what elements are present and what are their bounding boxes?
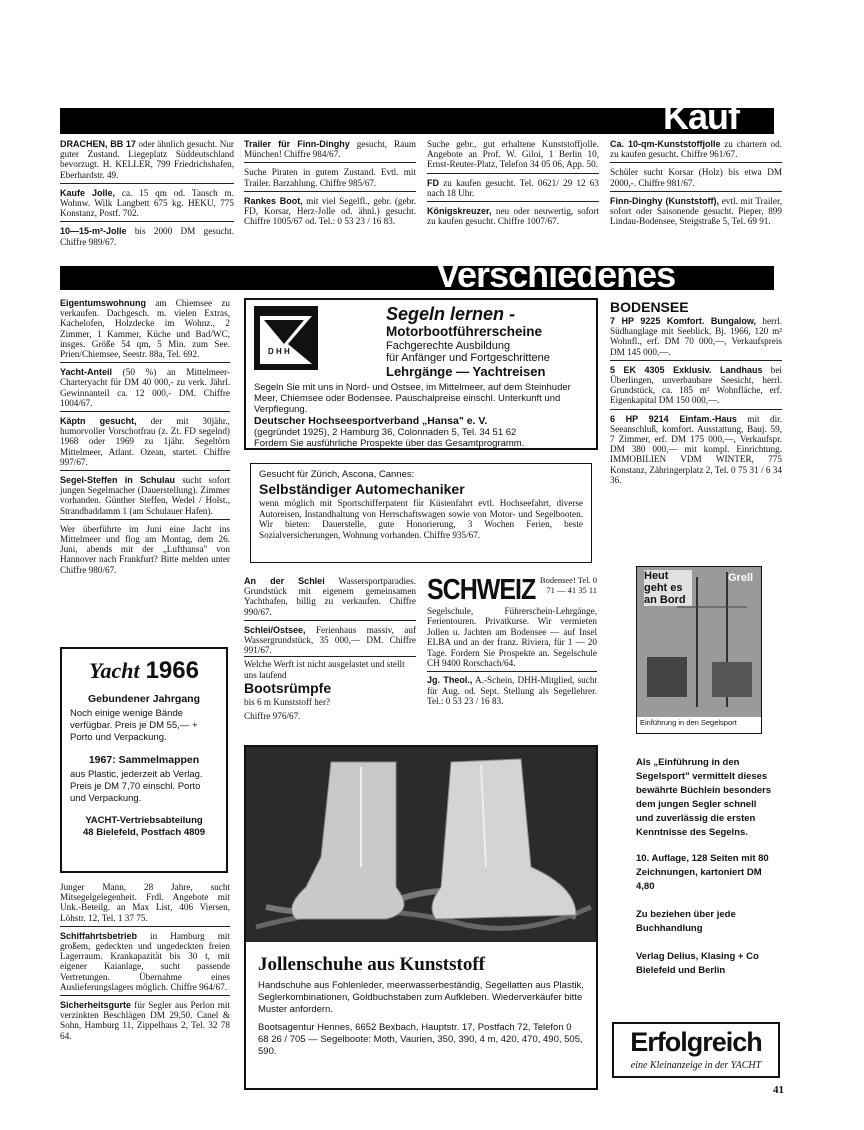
hansa-addr: (gegründet 1925), 2 Hamburg 36, Colonnaden 5, Tel. 34 51 62 bbox=[254, 427, 517, 438]
classified-ad bbox=[60, 931, 230, 996]
ad-text: oder ähnlich gesucht. Nur guter Zustand. Liegeplatz Süddeutschland bevorzugt. H. KELLER, 799 Friedrichshafen, Eberhardstr. 49. bbox=[60, 139, 234, 180]
classified-ad bbox=[60, 139, 234, 184]
classified-ad bbox=[610, 414, 782, 488]
shoes-title: Jollenschuhe aus Kunststoff bbox=[258, 954, 485, 975]
verschiedenes-left-col-lower bbox=[60, 882, 230, 1048]
classified-ad bbox=[244, 167, 416, 191]
verschiedenes-banner-title: Verschiedenes bbox=[436, 254, 676, 295]
ad-text: (50 %) an Mittelmeer-Charteryacht für DM 40 000,- zu verk. Jährl. Gewinnanteil ca. 12 000,- DM. Chiffre 1004/67. bbox=[60, 367, 230, 408]
hansa-line2: für Anfänger und Fortgeschrittene bbox=[386, 352, 550, 364]
ad-keyword: Ca. 10-qm-Kunststoffjolle bbox=[610, 139, 721, 149]
hansa-title: Segeln lernen - bbox=[386, 304, 516, 324]
yacht-jahrgang-box bbox=[60, 647, 228, 873]
classified-ad bbox=[244, 139, 416, 163]
ad-text: zu kaufen gesucht. Tel. 0621/ 29 12 63 nach 18 Uhr. bbox=[427, 177, 599, 198]
werft-pre: Welche Werft ist nicht ausgelastet und stellt uns laufend bbox=[244, 659, 405, 680]
hansa-line1: Fachgerechte Ausbildung bbox=[386, 340, 511, 352]
mech-title: Selbständiger Automechaniker bbox=[259, 481, 465, 497]
ad-text: neu oder neuwertig, sofort zu kaufen gesucht. Chiffre 1007/67. bbox=[427, 206, 599, 227]
verschiedenes-left-col bbox=[60, 298, 230, 582]
hansa-org: Deutscher Hochseesportverband „Hansa" e. V. bbox=[254, 415, 488, 427]
hansa-tail: Fordern Sie ausführliche Prospekte über das Gesamtprogramm. bbox=[254, 438, 525, 449]
yacht-h2: 1967: Sammelmappen bbox=[88, 754, 200, 766]
yacht-year: 1966 bbox=[145, 657, 199, 684]
erfolgreich-sub: eine Kleinanzeige in der YACHT bbox=[630, 1060, 762, 1071]
shoes-body: Handschuhe aus Fohlenleder, meerwasserbeständig, Segellatten aus Plastik, Seglerkombinationen, Goldbuchstaben zum Aufkleben. Wiederverkäufer bitte Muster anfordern. bbox=[258, 980, 584, 1015]
classified-ad bbox=[610, 196, 782, 230]
jg-theol-key: Jg. Theol., bbox=[427, 675, 473, 686]
classified-ad bbox=[60, 524, 230, 578]
classified-ad bbox=[610, 167, 782, 191]
ad-keyword: 10—15-m²-Jolle bbox=[60, 226, 127, 237]
ad-text: ca. 15 qm od. Tausch m. Wohnw. Wilk Langbett 675 kg. HEKU, 775 Konstanz, Postf. 702. bbox=[60, 187, 235, 219]
classified-ad bbox=[610, 139, 782, 163]
ad-keyword: Schlei/Ostsee, bbox=[244, 624, 306, 635]
werft-ad bbox=[244, 656, 416, 721]
jg-theol-text: A.-Schein, DHH-Mitglied, sucht für Aug. od. Sept. Stellung als Segellehrer. Tel.: 0 53 23 / 16 83. bbox=[427, 675, 597, 707]
bodensee-title: BODENSEE bbox=[610, 299, 689, 315]
ad-keyword: FD bbox=[427, 177, 439, 188]
classified-ad bbox=[610, 316, 782, 361]
jg-theol-ad bbox=[427, 675, 597, 706]
yacht-h1: Gebundener Jahrgang bbox=[87, 693, 201, 705]
book-ad bbox=[610, 560, 782, 1020]
classified-ad bbox=[60, 882, 230, 927]
yacht-p2: aus Plastic, jederzeit ab Verlag. Preis je DM 7,70 einschl. Porto und Verpackung. bbox=[70, 769, 203, 804]
ad-keyword: 5 EK 4305 Exklusiv. Landhaus bbox=[610, 364, 763, 375]
ad-text: Wassersportparadies. Grundstück mit eigenem gemeinsamen Yachthafen, billig zu verkaufen. Chiffre 990/67. bbox=[244, 576, 417, 617]
ad-text: am Chiemsee zu verkaufen. Dachgesch. m. vielen Extras, Kachelofen, Holzdecke im Wohnz., 2 Zimmer, 1 Kammer, Küche und Bad/WC, insges. Größe 54 qm, 5 Min. zum See. Prien/Chiemsee, Seestr. 88a, Tel. 692. bbox=[60, 298, 230, 360]
ad-text: Ferienhaus massiv, auf Wassergrundstück, 35 000,— DM. Chiffre 991/67. bbox=[244, 624, 416, 656]
ad-keyword: DRACHEN, BB 17 bbox=[60, 139, 136, 149]
kauf-banner-title: Kauf bbox=[663, 96, 739, 137]
schweiz-ad bbox=[427, 573, 597, 707]
erfolgreich-title: Erfolgreich bbox=[630, 1027, 762, 1057]
book-p3: Zu beziehen über jede Buchhandlung bbox=[636, 909, 736, 934]
classified-ad bbox=[60, 298, 230, 363]
ad-text: mit dir. Seeanschluß, komfort. Ausstattung, Bauj. 59, 7 Zimmer, erf. DM 175 000,—, Verkaufspr. DM 380 000,— mit kompl. Einrichtung. IMMOBILIEN VDM WINTER, 775 Konstanz, Zähringerplatz 2, Tel. 0 75 31 / 6 34 36. bbox=[610, 413, 782, 485]
jollenschuhe-box bbox=[244, 745, 598, 1090]
book-caption: Einführung in den Segelsport bbox=[640, 718, 737, 727]
hansa-subtitle: Motorbootführerscheine bbox=[386, 324, 543, 339]
bodensee-ad bbox=[610, 298, 782, 492]
book-publisher-mark: Grell bbox=[728, 572, 754, 584]
ad-text: Schüler sucht Korsar (Holz) bis etwa DM 2000,-. Chiffre 981/67. bbox=[610, 167, 782, 188]
ad-keyword: 7 HP 9225 Komfort. Bungalow, bbox=[610, 316, 757, 326]
classified-ad bbox=[60, 367, 230, 412]
kauf-col-3 bbox=[427, 139, 599, 233]
verschiedenes-mid-col bbox=[244, 576, 416, 662]
classified-ad bbox=[244, 576, 416, 621]
kauf-col-4 bbox=[610, 139, 782, 233]
ad-text: bis 2000 DM gesucht. Chiffre 989/67. bbox=[60, 226, 234, 247]
ad-keyword: Sicherheitsgurte bbox=[60, 1000, 132, 1011]
kauf-col-1 bbox=[60, 139, 234, 254]
ad-text: Suche Piraten in gutem Zustand. Evtl. mit Trailer. Barzahlung. Chiffre 985/67. bbox=[244, 167, 416, 188]
werft-chiffre: Chiffre 976/67. bbox=[244, 710, 301, 721]
ad-text: evtl. mit Trailer, sofort oder Saisonende gesucht. Pieper, 899 Lindau-Bodensee, Steigstraße 5, Tel. 69 91. bbox=[610, 195, 782, 227]
classified-ad bbox=[244, 196, 416, 230]
ad-text: für Segler aus Perlon mit verzinkten Beschlägen DM 29,50. Canel & Sohn, Hamburg 11, Zippelhaus 2, Tel. 32 78 64. bbox=[60, 1000, 230, 1041]
ad-keyword: 6 HP 9214 Einfam.-Haus bbox=[610, 413, 737, 424]
shoes-addr: Bootsagentur Hennes, 6652 Bexbach, Hauptstr. 17, Postfach 72, Telefon 0 68 26 / 705 — Segelboote: Moth, Vaurien, 350, 390, 4 m, 420, 470, 490, 505, 590. bbox=[258, 1022, 583, 1057]
yacht-logo: Yacht bbox=[89, 658, 140, 683]
hansa-line3: Lehrgänge — Yachtreisen bbox=[386, 364, 546, 379]
ad-keyword: Schiffahrtsbetrieb bbox=[60, 930, 138, 941]
ad-text: Wer überführte im Juni eine Jacht ins Mittelmeer und flog am Montag, dem 26. Juni, abends mit der „Lufthansa" von Hannover nach Frankfurt? Bitte melden unter Chiffre 980/67. bbox=[60, 523, 230, 575]
ad-keyword: Segel-Steffen in Schulau bbox=[60, 475, 176, 486]
classified-ad bbox=[60, 226, 234, 249]
mech-body: wenn möglich mit Sportschifferpatent für Küstenfahrt evtl. Hochseefahrt, diverse Autoreisen, Instandhaltung von Herrschaftswagen sowie von Motor- und Segelbooten. Wir bieten: Dauerstelle, gute Honorierung, 3 Wochen Ferien, beste Sozialversicherungen, Wohnung vorhanden. Chiffre 935/67. bbox=[259, 498, 583, 540]
hansa-body: Segeln Sie mit uns in Nord- und Ostsee, im Mittelmeer, auf dem Steinhuder Meer, Chiemsee oder Bodensee. Pauschalpreise einschl. Unterkunft und Verpflegung. bbox=[254, 382, 571, 415]
schweiz-body: Segelschule, Führerschein-Lehrgänge, Ferientouren. Privatkurse. Wir vermieten Jollen u. Jachten am Bodensee — auf Insel ELBA und an der franz. Riviera, für 1 — 20 Tage. Fordern Sie Prospekte an. Segelschule CH 9400 Rorschach/64. bbox=[427, 606, 597, 672]
ad-text: der mit 30jähr., humorvoller Vorschotfrau (z. Zt. FD segelnd) 1968 oder 1969 zu 1jähr. Segeltörn Mittelmeer, Atlant. Ozean, startet. Chiffre 997/67. bbox=[60, 416, 230, 467]
classified-ad bbox=[610, 365, 782, 410]
mech-pre: Gesucht für Zürich, Ascona, Cannes: bbox=[259, 469, 415, 480]
ad-text: Suche gebr., gut erhaltene Kunststoffjolle. Angebote an Prof. W. Giloi, 1 Berlin 10, Ernst-Reuter-Platz, Telefon 34 05 06, App. 50. bbox=[427, 139, 599, 170]
kauf-col-2 bbox=[244, 139, 416, 233]
ad-keyword: Käptn gesucht, bbox=[60, 416, 137, 427]
ad-keyword: Kaufe Jolle, bbox=[60, 187, 116, 198]
ad-keyword: An der Schlei bbox=[244, 576, 325, 586]
book-cover-title: Heut geht es an Bord bbox=[644, 570, 692, 606]
ad-keyword: Trailer für Finn-Dinghy bbox=[244, 139, 350, 149]
dhh-letters: D H H bbox=[268, 347, 290, 356]
ad-text: sucht sofort jungen Segelmacher (Dauerstellung). Zimmer vorhanden. Günther Steffen, Wedel / Holst., Strandbaddamm 1 (am Schulauer Hafen). bbox=[60, 475, 230, 516]
ad-text: Junger Mann, 28 Jahre, sucht Mitsegelgelegenheit. Frdl. Angebote mit Unk.-Beteilg. an Max List, 406 Viersen, Löhstr. 12, Tel. 1 37 75. bbox=[60, 882, 230, 923]
classified-ad bbox=[60, 1000, 230, 1044]
boots-photo bbox=[246, 747, 596, 942]
classified-ad bbox=[60, 475, 230, 520]
automechaniker-box bbox=[250, 463, 592, 563]
erfolgreich-box bbox=[612, 1022, 780, 1078]
classified-ad bbox=[60, 416, 230, 471]
ad-text: mit viel Segelfl., gebr. (gebr. FD, Korsar, Herz-Jolle od. ähnl.) gesucht. Chiffre 1005/67 od. Tel.: 0 53 23 / 16 83. bbox=[244, 195, 417, 227]
yacht-addr2: 48 Bielefeld, Postfach 4809 bbox=[83, 827, 205, 838]
classified-ad bbox=[427, 206, 599, 229]
yacht-addr1: YACHT-Vertriebsabteilung bbox=[85, 815, 203, 826]
ad-keyword: Eigentumswohnung bbox=[60, 298, 146, 308]
ad-keyword: Rankes Boot, bbox=[244, 195, 303, 206]
werft-title: Bootsrümpfe bbox=[244, 680, 332, 696]
hansa-segeln-box bbox=[244, 298, 598, 450]
book-p1: Als „Einführung in den Segelsport" vermittelt dieses bewährte Büchlein besonders dem jungen Segler schnell und zuverlässig die ersten Kenntnisse des Segelns. bbox=[636, 757, 772, 838]
ad-text: in Hamburg mit großem, gedeckten und ungedeckten freien Lagerraum. Krankapazität bis 30 t, mit eigener Kaianlage, sucht passende Vertretungen. Übernahme eines Auslieferungslagers möglich. Chiffre 964/67. bbox=[60, 930, 230, 992]
ad-text: herrl. Südhanglage mit Seeblick, Bj. 1966, 120 m² Wohnfl., erf. DM 70 000,—, Verkaufspreis DM 145 000,—. bbox=[610, 316, 783, 357]
classified-ad bbox=[427, 139, 599, 174]
werft-body: bis 6 m Kunststoff her? bbox=[244, 697, 331, 707]
ad-text: zu chartern od. zu kaufen gesucht. Chiffre 961/67. bbox=[610, 139, 782, 160]
page-number: 41 bbox=[773, 1084, 784, 1096]
classified-ad bbox=[244, 625, 416, 659]
classified-ad bbox=[60, 188, 234, 223]
book-p4: Verlag Delius, Klasing + Co Bielefeld und Berlin bbox=[636, 951, 759, 976]
ad-text: gesucht, Raum München! Chiffre 984/67. bbox=[244, 139, 416, 160]
dhh-flag-logo bbox=[254, 306, 318, 370]
schweiz-logo: SCHWEIZ bbox=[427, 573, 536, 607]
classified-ad bbox=[427, 178, 599, 202]
book-p2: 10. Auflage, 128 Seiten mit 80 Zeichnungen, kartoniert DM 4,80 bbox=[636, 853, 769, 892]
schweiz-head: Bodensee! Tel. 0 71 — 41 35 11 bbox=[539, 575, 597, 595]
ad-keyword: Finn-Dinghy (Kunststoff), bbox=[610, 195, 719, 206]
yacht-p1: Noch einige wenige Bände verfügbar. Preis je DM 55,— + Porto und Verpackung. bbox=[70, 708, 198, 743]
ad-text: bei Überlingen, unverbaubare Seesicht, herrl. Grundstück, ca. 185 m² Wohnfläche, erf. Eigenkapital DM 150 000,—. bbox=[610, 364, 782, 406]
ad-keyword: Yacht-Anteil bbox=[60, 367, 113, 378]
ad-keyword: Königskreuzer, bbox=[427, 206, 492, 217]
